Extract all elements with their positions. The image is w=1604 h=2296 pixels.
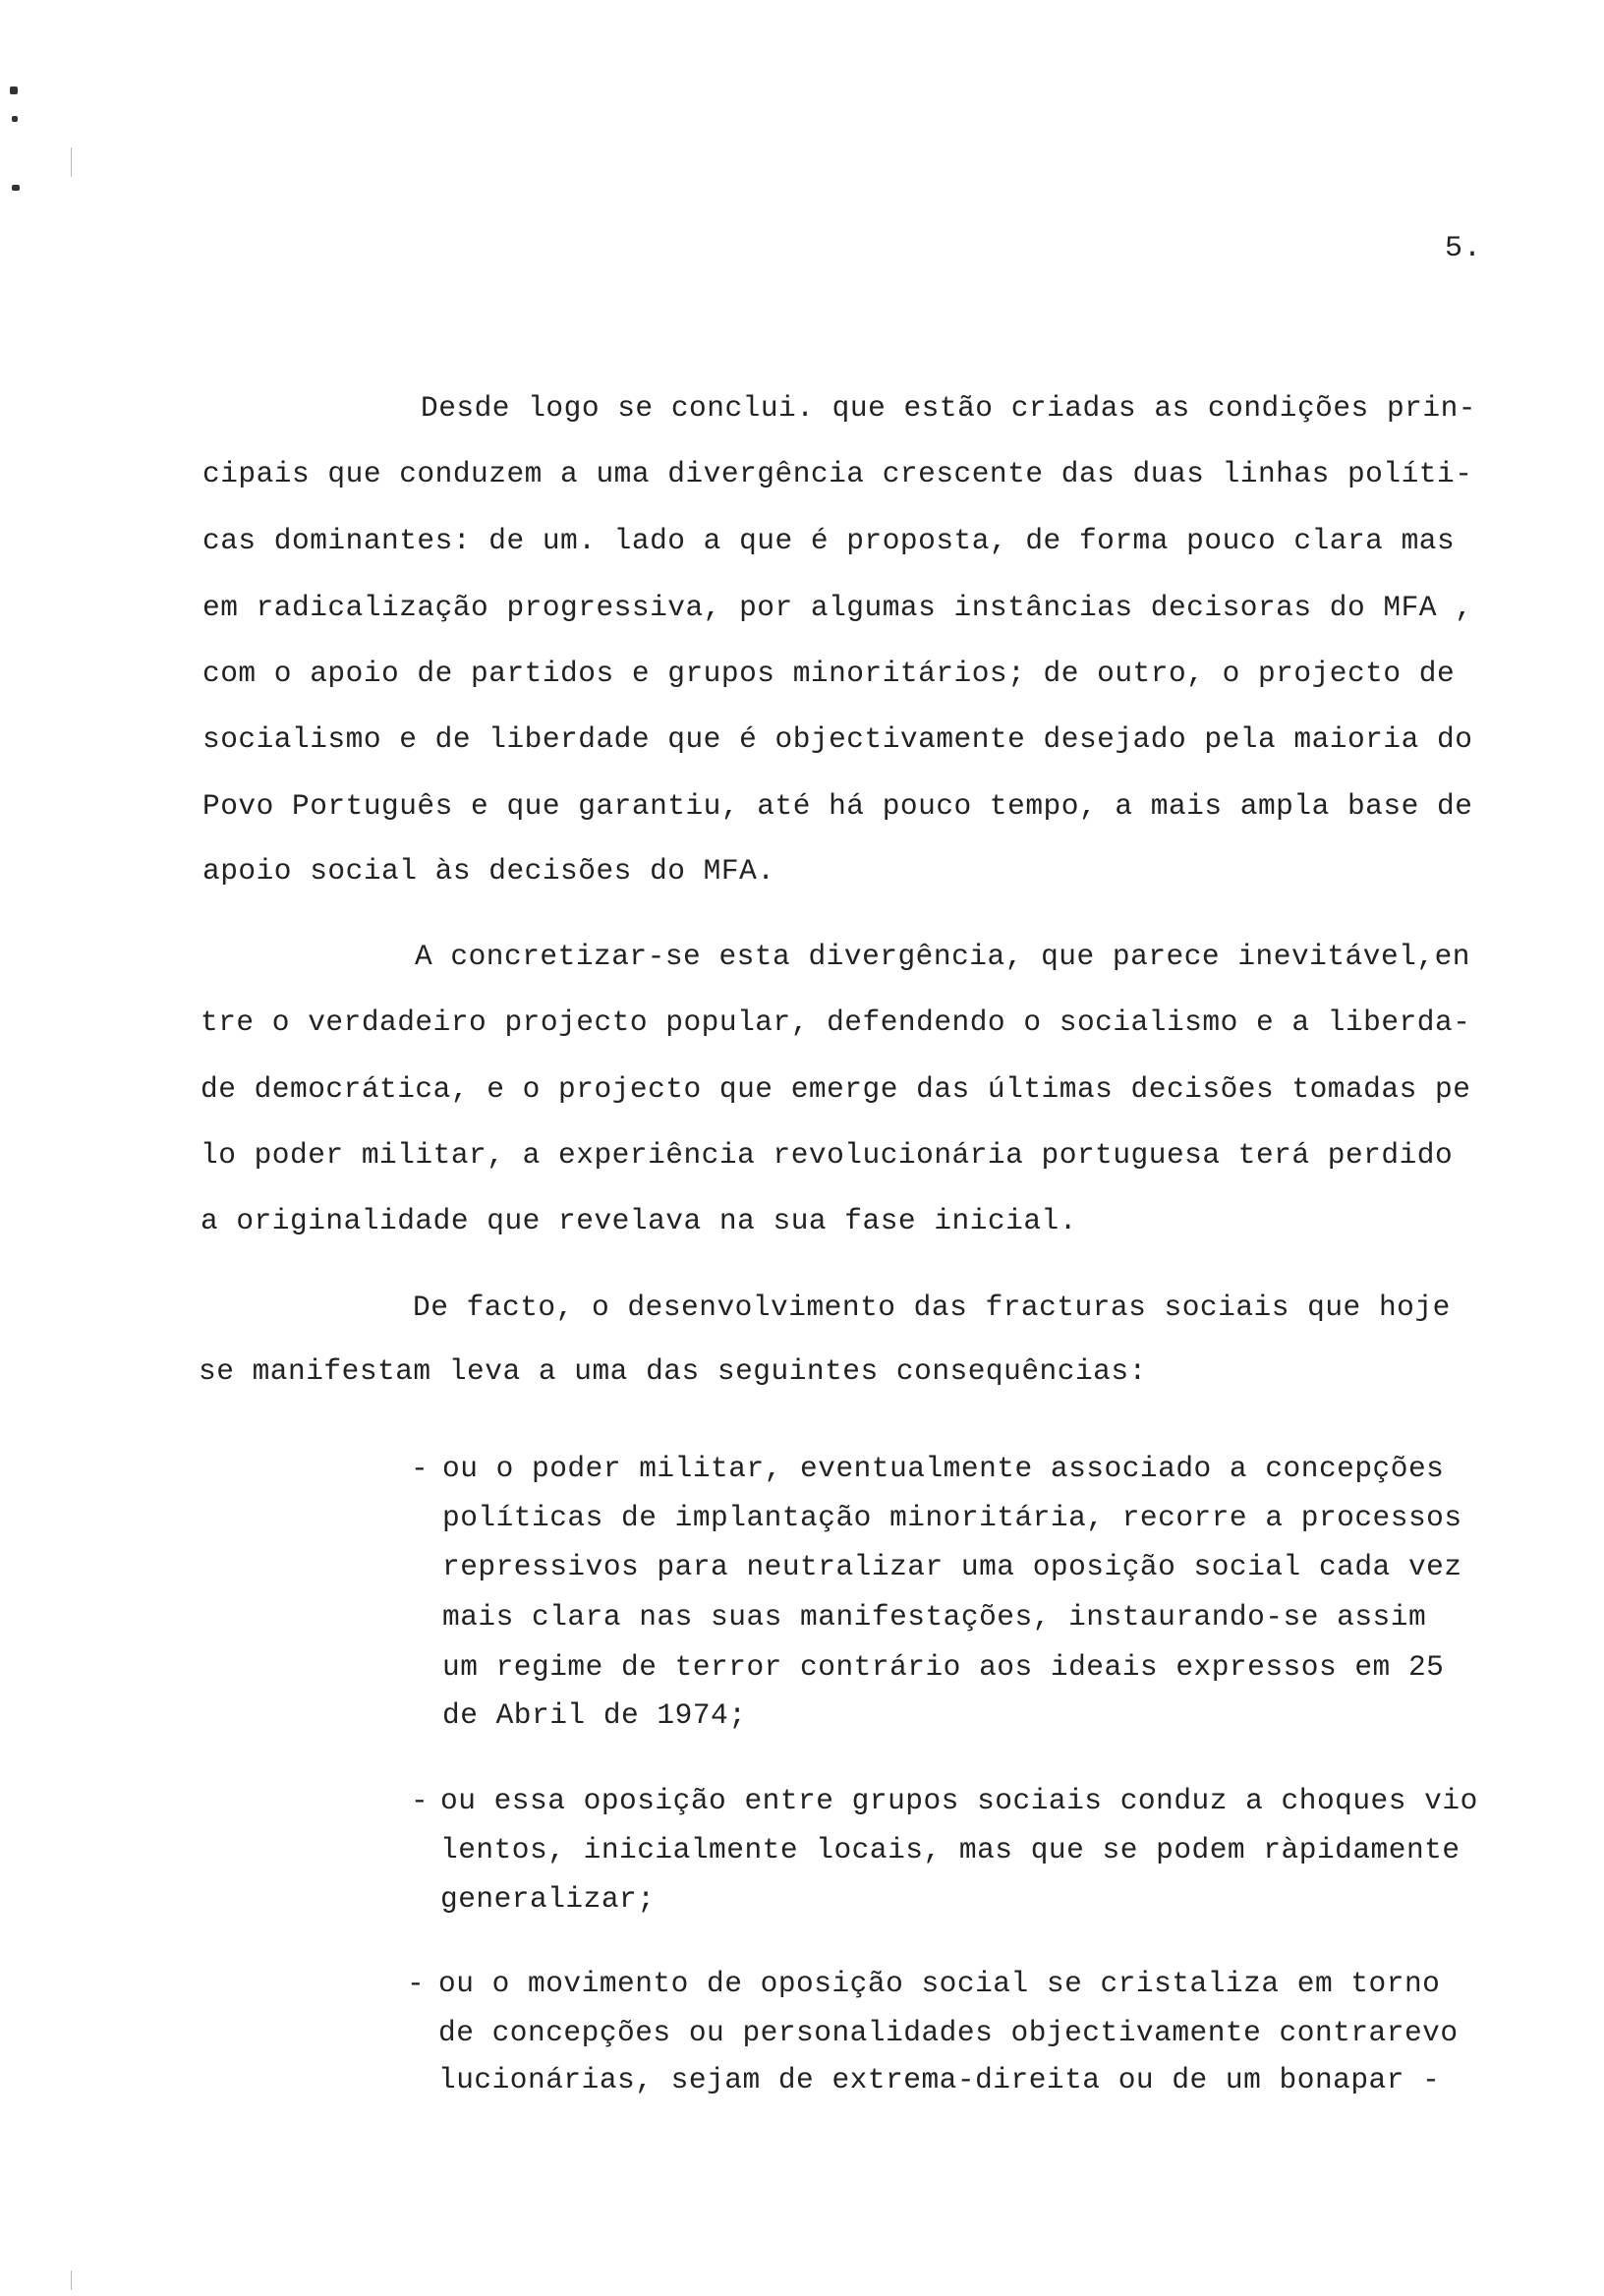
text-line: de democrática, e o projecto que emerge das últimas decisões tomadas pe [200, 1072, 1471, 1106]
text-line: apoio social às decisões do MFA. [202, 854, 775, 888]
text-line: generalizar; [440, 1882, 656, 1916]
text-line: lucionárias, sejam de extrema-direita ou de um bonapar - [438, 2063, 1441, 2096]
text-line: em radicalização progressiva, por algumas instâncias decisoras do MFA , [202, 591, 1473, 624]
scan-tick [71, 2270, 72, 2290]
punch-mark [12, 116, 18, 122]
text-line: de concepções ou personalidades objectivamente contrarevo [438, 2016, 1459, 2049]
text-line: socialismo e de liberdade que é objectivamente desejado pela maioria do [202, 722, 1473, 756]
text-line: ou o movimento de oposição social se cristaliza em torno [438, 1967, 1441, 2000]
text-line: Povo Português e que garantiu, até há pouco tempo, a mais ampla base de [202, 789, 1473, 823]
punch-mark [10, 86, 18, 94]
scan-tick [71, 147, 72, 177]
list-bullet: - [411, 1452, 430, 1485]
text-line: ou essa oposição entre grupos sociais conduz a choques vio [440, 1784, 1478, 1817]
punch-mark [12, 185, 20, 191]
text-line: A concretizar-se esta divergência, que parece inevitável,en [415, 940, 1470, 973]
text-line: um regime de terror contrário aos ideais expressos em 25 [442, 1650, 1445, 1684]
text-line: ou o poder militar, eventualmente associado a concepções [442, 1452, 1445, 1485]
text-line: de Abril de 1974; [442, 1698, 747, 1732]
text-line: lo poder militar, a experiência revolucionária portuguesa terá perdido [200, 1138, 1454, 1172]
text-line: cipais que conduzem a uma divergência crescente das duas linhas políti- [202, 457, 1473, 490]
page-number: 5. [1445, 232, 1483, 265]
text-line: cas dominantes: de um. lado a que é proposta, de forma pouco clara mas [202, 524, 1456, 557]
text-line: tre o verdadeiro projecto popular, defendendo o socialismo e a liberda- [200, 1005, 1471, 1039]
text-line: Desde logo se conclui. que estão criadas as condições prin- [421, 391, 1476, 425]
text-line: repressivos para neutralizar uma oposição social cada vez [442, 1550, 1462, 1583]
text-line: com o apoio de partidos e grupos minoritários; de outro, o projecto de [202, 657, 1456, 690]
text-line: lentos, inicialmente locais, mas que se podem ràpidamente [440, 1833, 1461, 1866]
list-bullet: - [411, 1784, 430, 1817]
text-line: se manifestam leva a uma das seguintes consequências: [199, 1354, 1147, 1388]
text-line: mais clara nas suas manifestações, instaurando-se assim [442, 1600, 1427, 1634]
text-line: políticas de implantação minoritária, recorre a processos [442, 1501, 1462, 1534]
text-line: De facto, o desenvolvimento das fracturas sociais que hoje [413, 1291, 1451, 1324]
list-bullet: - [407, 1967, 426, 2000]
text-line: a originalidade que revelava na sua fase inicial. [200, 1204, 1077, 1237]
